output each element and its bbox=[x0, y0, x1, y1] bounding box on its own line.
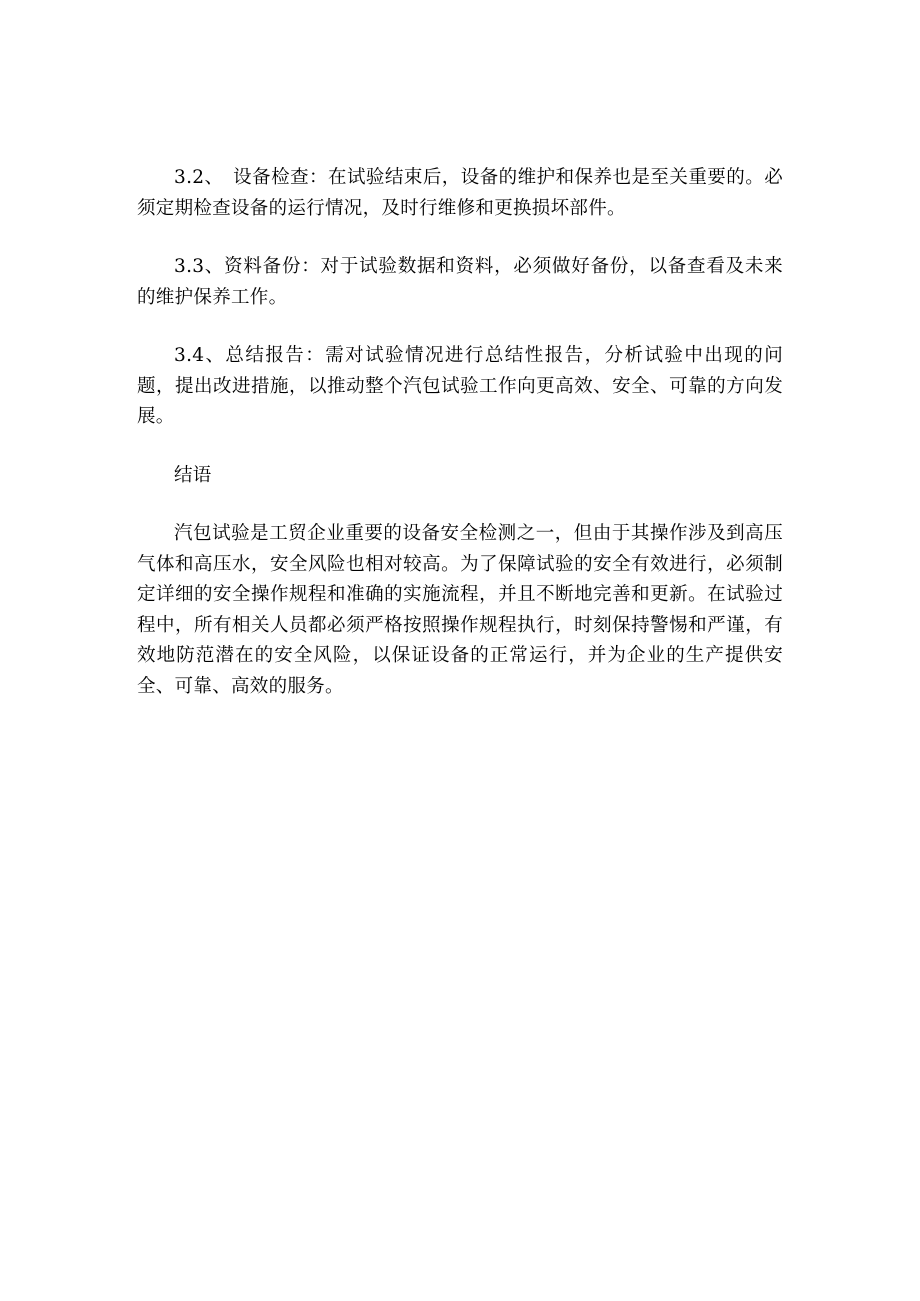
section-heading-conclusion: 结语 bbox=[174, 464, 212, 486]
document-body bbox=[137, 163, 783, 702]
paragraph-equipment-check: 3.2、 设备检查：在试验结束后，设备的维护和保养也是至关重要的。必须定期检查设备的运行情况，及时行维修和更换损坏部件。 bbox=[137, 167, 783, 219]
paragraph-conclusion: 汽包试验是工贸企业重要的设备安全检测之一，但由于其操作涉及到高压气体和高压水，安全风险也相对较高。为了保障试验的安全有效进行，必须制定详细的安全操作规程和准确的实施流程，并且不断地完善和更新。在试验过程中，所有相关人员都必须严格按照操作规程执行，时刻保持警惕和严谨，有效地防范潜在的安全风险，以保证设备的正常运行，并为企业的生产提供安全、可靠、高效的服务。 bbox=[137, 523, 783, 697]
paragraph-data-backup: 3.3、资料备份：对于试验数据和资料，必须做好备份，以备查看及未来的维护保养工作。 bbox=[137, 256, 783, 308]
paragraph-summary-report: 3.4、总结报告：需对试验情况进行总结性报告，分析试验中出现的问题，提出改进措施，以推动整个汽包试验工作向更高效、安全、可靠的方向发展。 bbox=[137, 345, 783, 427]
